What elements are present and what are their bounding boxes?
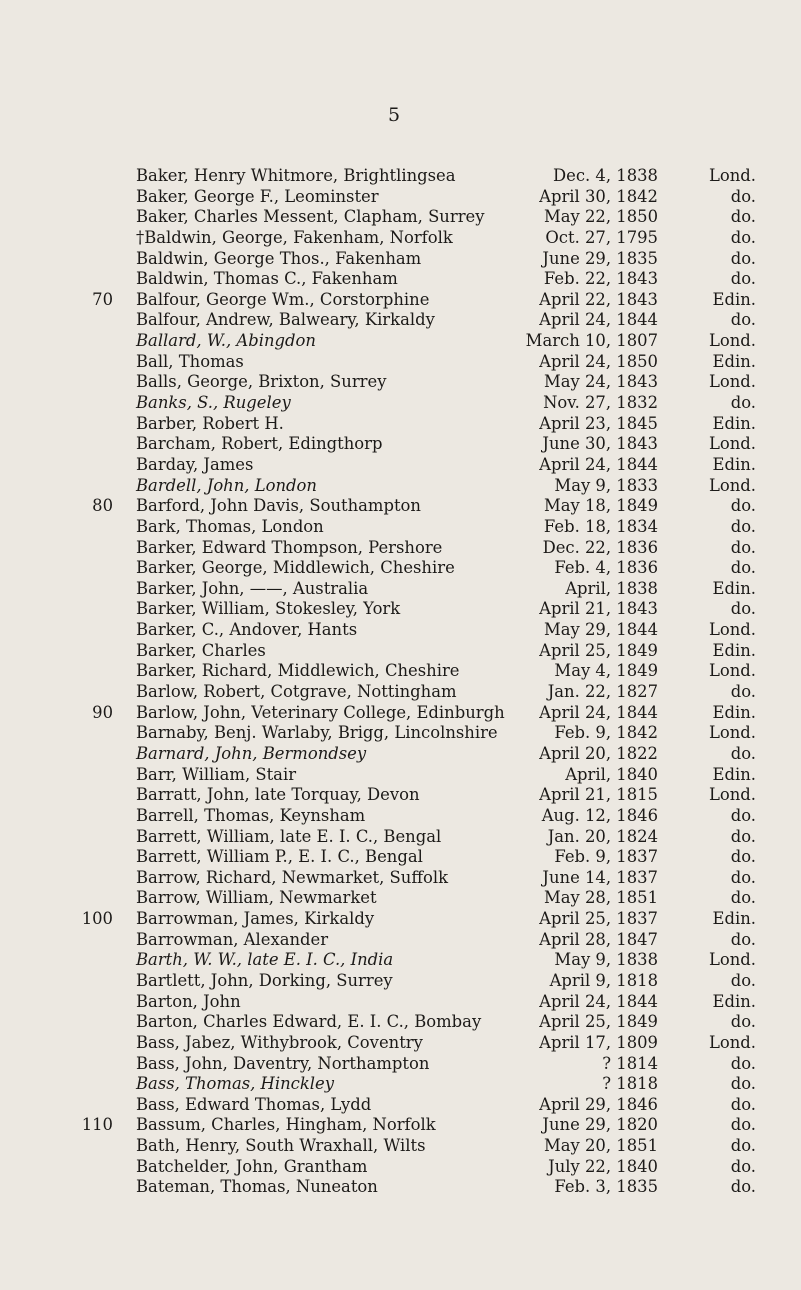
- entry-number: 90: [92, 702, 113, 722]
- entry-place: do.: [730, 269, 756, 289]
- entry-name: Baker, George F., Leominster: [136, 186, 379, 206]
- entry-place: do.: [730, 826, 756, 846]
- entry-place: Lond.: [708, 372, 756, 392]
- entry-row: [0, 414, 801, 435]
- entry-date: May 4, 1849: [554, 661, 658, 681]
- entry-number: 100: [81, 909, 113, 929]
- entry-date: May 9, 1833: [554, 475, 658, 495]
- entry-date: April 24, 1844: [539, 991, 658, 1011]
- entry-place: do.: [730, 847, 756, 867]
- entry-row: [0, 620, 801, 641]
- entry-row: [0, 909, 801, 930]
- entry-name: Bass, John, Daventry, Northampton: [136, 1053, 430, 1073]
- entry-date: April 17, 1809: [539, 1032, 658, 1052]
- entry-row: [0, 517, 801, 538]
- entry-place: do.: [730, 248, 756, 268]
- entry-name: Baker, Henry Whitmore, Brightlingsea: [136, 166, 456, 185]
- entry-date: June 30, 1843: [542, 434, 658, 454]
- entry-name: Barcham, Robert, Edingthorp: [136, 434, 383, 454]
- entry-date: April 29, 1846: [539, 1094, 658, 1114]
- entry-row: [0, 661, 801, 682]
- entry-row: [0, 1012, 801, 1033]
- entry-place: do.: [730, 743, 756, 763]
- entry-date: April 20, 1822: [539, 743, 658, 763]
- entry-row: [0, 249, 801, 270]
- entry-row: [0, 1054, 801, 1075]
- entry-place: do.: [730, 1053, 756, 1073]
- entry-date: April 21, 1843: [539, 599, 658, 619]
- entry-row: [0, 827, 801, 848]
- entry-row: [0, 847, 801, 868]
- entry-row: [0, 806, 801, 827]
- entry-date: ? 1818: [602, 1074, 658, 1094]
- entry-place: Lond.: [708, 661, 756, 681]
- entry-name: Banks, S., Rugeley: [136, 393, 291, 413]
- entry-place: do.: [730, 1094, 756, 1114]
- entry-name: Barber, Robert H.: [136, 413, 284, 433]
- entry-place: do.: [730, 496, 756, 516]
- entry-name: Batchelder, John, Grantham: [136, 1156, 368, 1176]
- entry-name: Barrowman, Alexander: [136, 929, 329, 949]
- entry-place: do.: [730, 1115, 756, 1135]
- entry-name: Baldwin, George Thos., Fakenham: [136, 248, 422, 268]
- entry-place: Edin.: [712, 702, 756, 722]
- entry-place: do.: [730, 805, 756, 825]
- entry-place: Lond.: [708, 620, 756, 640]
- entry-name: Bass, Edward Thomas, Lydd: [136, 1094, 372, 1114]
- entry-place: Lond.: [708, 723, 756, 743]
- entry-number: 110: [81, 1115, 113, 1135]
- entry-row: [0, 971, 801, 992]
- entry-date: Oct. 27, 1795: [545, 227, 658, 247]
- entry-date: March 10, 1807: [525, 331, 658, 351]
- entry-name: Barlow, John, Veterinary College, Edinburgh: [136, 702, 505, 722]
- entry-name: Barnard, John, Bermondsey: [136, 743, 367, 763]
- entry-name: Bassum, Charles, Hingham, Norfolk: [136, 1115, 436, 1135]
- entry-name: Barr, William, Stair: [136, 764, 297, 784]
- entry-row: [0, 930, 801, 951]
- entry-date: Jan. 20, 1824: [547, 826, 658, 846]
- entry-row: [0, 1033, 801, 1054]
- entry-place: do.: [730, 1177, 756, 1197]
- entry-place: do.: [730, 599, 756, 619]
- entry-place: Lond.: [708, 475, 756, 495]
- entry-place: do.: [730, 310, 756, 330]
- entry-date: April 9, 1818: [549, 970, 658, 990]
- entry-row: [0, 331, 801, 352]
- entry-date: Feb. 22, 1843: [543, 269, 658, 289]
- entry-date: Dec. 4, 1838: [552, 166, 658, 185]
- entry-name: Barrowman, James, Kirkaldy: [136, 909, 375, 929]
- entry-place: do.: [730, 227, 756, 247]
- entry-place: do.: [730, 682, 756, 702]
- entry-date: ? 1814: [602, 1053, 658, 1073]
- register-list: [0, 166, 801, 1198]
- entry-name: Barratt, John, late Torquay, Devon: [136, 785, 420, 805]
- entry-date: April 24, 1850: [539, 351, 658, 371]
- entry-place: do.: [730, 1074, 756, 1094]
- entry-row: [0, 393, 801, 414]
- entry-row: [0, 352, 801, 373]
- entry-name: Barnaby, Benj. Warlaby, Brigg, Lincolnshire: [136, 723, 498, 743]
- entry-row: [0, 1095, 801, 1116]
- entry-place: do.: [730, 929, 756, 949]
- entry-place: do.: [730, 558, 756, 578]
- entry-name: Barker, Edward Thompson, Pershore: [136, 537, 443, 557]
- entry-name: Barker, William, Stokesley, York: [136, 599, 401, 619]
- entry-name: Barford, John Davis, Southampton: [136, 496, 421, 516]
- entry-name: Barlow, Robert, Cotgrave, Nottingham: [136, 682, 457, 702]
- entry-row: [0, 290, 801, 311]
- entry-name: Bartlett, John, Dorking, Surrey: [136, 970, 393, 990]
- entry-row: [0, 187, 801, 208]
- entry-date: June 29, 1820: [542, 1115, 658, 1135]
- entry-date: May 24, 1843: [543, 372, 658, 392]
- entry-date: Feb. 3, 1835: [554, 1177, 658, 1197]
- entry-row: [0, 1157, 801, 1178]
- entry-place: Edin.: [712, 640, 756, 660]
- entry-row: [0, 228, 801, 249]
- entry-place: Lond.: [708, 331, 756, 351]
- entry-date: April 24, 1844: [539, 454, 658, 474]
- entry-number: 70: [92, 289, 113, 309]
- entry-name: Barrett, William P., E. I. C., Bengal: [136, 847, 423, 867]
- entry-row: [0, 496, 801, 517]
- entry-row: [0, 476, 801, 497]
- entry-date: May 9, 1838: [554, 950, 658, 970]
- entry-name: Barton, John: [136, 991, 241, 1011]
- entry-date: April 25, 1837: [539, 909, 658, 929]
- entry-row: [0, 1136, 801, 1157]
- entry-date: May 28, 1851: [543, 888, 658, 908]
- entry-place: do.: [730, 537, 756, 557]
- entry-name: Bass, Thomas, Hinckley: [136, 1074, 334, 1094]
- entry-place: do.: [730, 393, 756, 413]
- entry-place: do.: [730, 867, 756, 887]
- entry-place: Lond.: [708, 950, 756, 970]
- entry-name: Balls, George, Brixton, Surrey: [136, 372, 387, 392]
- entry-place: do.: [730, 970, 756, 990]
- entry-place: Lond.: [708, 434, 756, 454]
- entry-row: [0, 723, 801, 744]
- entry-date: Feb. 4, 1836: [554, 558, 658, 578]
- entry-date: June 29, 1835: [542, 248, 658, 268]
- entry-name: Balfour, George Wm., Corstorphine: [136, 289, 430, 309]
- entry-row: [0, 166, 801, 187]
- entry-row: [0, 888, 801, 909]
- entry-date: April, 1840: [565, 764, 658, 784]
- entry-date: May 22, 1850: [543, 207, 658, 227]
- entry-row: [0, 1074, 801, 1095]
- entry-name: Bark, Thomas, London: [136, 516, 324, 536]
- entry-row: [0, 579, 801, 600]
- entry-place: Edin.: [712, 413, 756, 433]
- entry-row: [0, 538, 801, 559]
- entry-date: April 22, 1843: [539, 289, 658, 309]
- entry-name: Barker, C., Andover, Hants: [136, 620, 358, 640]
- entry-row: [0, 1115, 801, 1136]
- entry-row: [0, 434, 801, 455]
- entry-date: Feb. 18, 1834: [543, 516, 658, 536]
- entry-row: [0, 682, 801, 703]
- entry-row: [0, 744, 801, 765]
- entry-date: June 14, 1837: [542, 867, 658, 887]
- entry-row: [0, 868, 801, 889]
- entry-place: Edin.: [712, 991, 756, 1011]
- entry-date: Dec. 22, 1836: [542, 537, 658, 557]
- entry-name: Bardell, John, London: [136, 475, 317, 495]
- entry-date: April, 1838: [565, 578, 658, 598]
- entry-date: April 21, 1815: [539, 785, 658, 805]
- entry-place: do.: [730, 1136, 756, 1156]
- entry-place: do.: [730, 1012, 756, 1032]
- entry-place: Lond.: [708, 166, 756, 185]
- entry-date: May 20, 1851: [543, 1136, 658, 1156]
- entry-name: Barker, John, ——, Australia: [136, 578, 369, 598]
- entry-row: [0, 785, 801, 806]
- entry-name: Barker, George, Middlewich, Cheshire: [136, 558, 455, 578]
- entry-row: [0, 310, 801, 331]
- entry-name: Barton, Charles Edward, E. I. C., Bombay: [136, 1012, 482, 1032]
- entry-place: Lond.: [708, 1032, 756, 1052]
- entry-name: Barrow, William, Newmarket: [136, 888, 377, 908]
- entry-name: Barker, Charles: [136, 640, 266, 660]
- entry-place: do.: [730, 207, 756, 227]
- entry-name: Barker, Richard, Middlewich, Cheshire: [136, 661, 460, 681]
- entry-place: do.: [730, 888, 756, 908]
- entry-date: April 30, 1842: [539, 186, 658, 206]
- entry-place: Lond.: [708, 785, 756, 805]
- entry-place: Edin.: [712, 578, 756, 598]
- entry-place: do.: [730, 516, 756, 536]
- entry-row: [0, 992, 801, 1013]
- entry-name: Balfour, Andrew, Balweary, Kirkaldy: [136, 310, 435, 330]
- entry-name: Barrow, Richard, Newmarket, Suffolk: [136, 867, 449, 887]
- entry-date: April 24, 1844: [539, 310, 658, 330]
- entry-name: Bateman, Thomas, Nuneaton: [136, 1177, 378, 1197]
- entry-row: [0, 599, 801, 620]
- entry-place: do.: [730, 1156, 756, 1176]
- entry-name: Barday, James: [136, 454, 254, 474]
- entry-name: Bath, Henry, South Wraxhall, Wilts: [136, 1136, 426, 1156]
- entry-row: [0, 269, 801, 290]
- entry-date: May 29, 1844: [543, 620, 658, 640]
- entry-row: [0, 207, 801, 228]
- entry-date: Aug. 12, 1846: [541, 805, 658, 825]
- entry-name: Bass, Jabez, Withybrook, Coventry: [136, 1032, 423, 1052]
- entry-name: Baldwin, Thomas C., Fakenham: [136, 269, 398, 289]
- page-number: 5: [388, 104, 401, 126]
- entry-row: [0, 703, 801, 724]
- entry-place: Edin.: [712, 764, 756, 784]
- entry-name: Baker, Charles Messent, Clapham, Surrey: [136, 207, 485, 227]
- entry-row: [0, 765, 801, 786]
- entry-place: Edin.: [712, 289, 756, 309]
- entry-name: †Baldwin, George, Fakenham, Norfolk: [136, 227, 453, 247]
- entry-place: Edin.: [712, 351, 756, 371]
- entry-place: do.: [730, 186, 756, 206]
- entry-date: April 24, 1844: [539, 702, 658, 722]
- entry-row: [0, 950, 801, 971]
- entry-date: April 23, 1845: [539, 413, 658, 433]
- entry-name: Barrett, William, late E. I. C., Bengal: [136, 826, 442, 846]
- entry-date: Jan. 22, 1827: [547, 682, 658, 702]
- entry-date: Feb. 9, 1842: [554, 723, 658, 743]
- entry-place: Edin.: [712, 909, 756, 929]
- entry-name: Barrell, Thomas, Keynsham: [136, 805, 366, 825]
- entry-row: [0, 558, 801, 579]
- entry-date: April 25, 1849: [539, 1012, 658, 1032]
- entry-date: Nov. 27, 1832: [543, 393, 658, 413]
- entry-name: Ball, Thomas: [136, 351, 244, 371]
- entry-date: May 18, 1849: [543, 496, 658, 516]
- entry-date: Feb. 9, 1837: [554, 847, 658, 867]
- entry-number: 80: [92, 496, 113, 516]
- entry-date: July 22, 1840: [548, 1156, 658, 1176]
- entry-date: April 28, 1847: [539, 929, 658, 949]
- entry-date: April 25, 1849: [539, 640, 658, 660]
- entry-row: [0, 372, 801, 393]
- entry-row: [0, 641, 801, 662]
- entry-place: Edin.: [712, 454, 756, 474]
- entry-row: [0, 1177, 801, 1198]
- entry-row: [0, 455, 801, 476]
- entry-name: Barth, W. W., late E. I. C., India: [136, 950, 394, 970]
- entry-name: Ballard, W., Abingdon: [136, 331, 316, 351]
